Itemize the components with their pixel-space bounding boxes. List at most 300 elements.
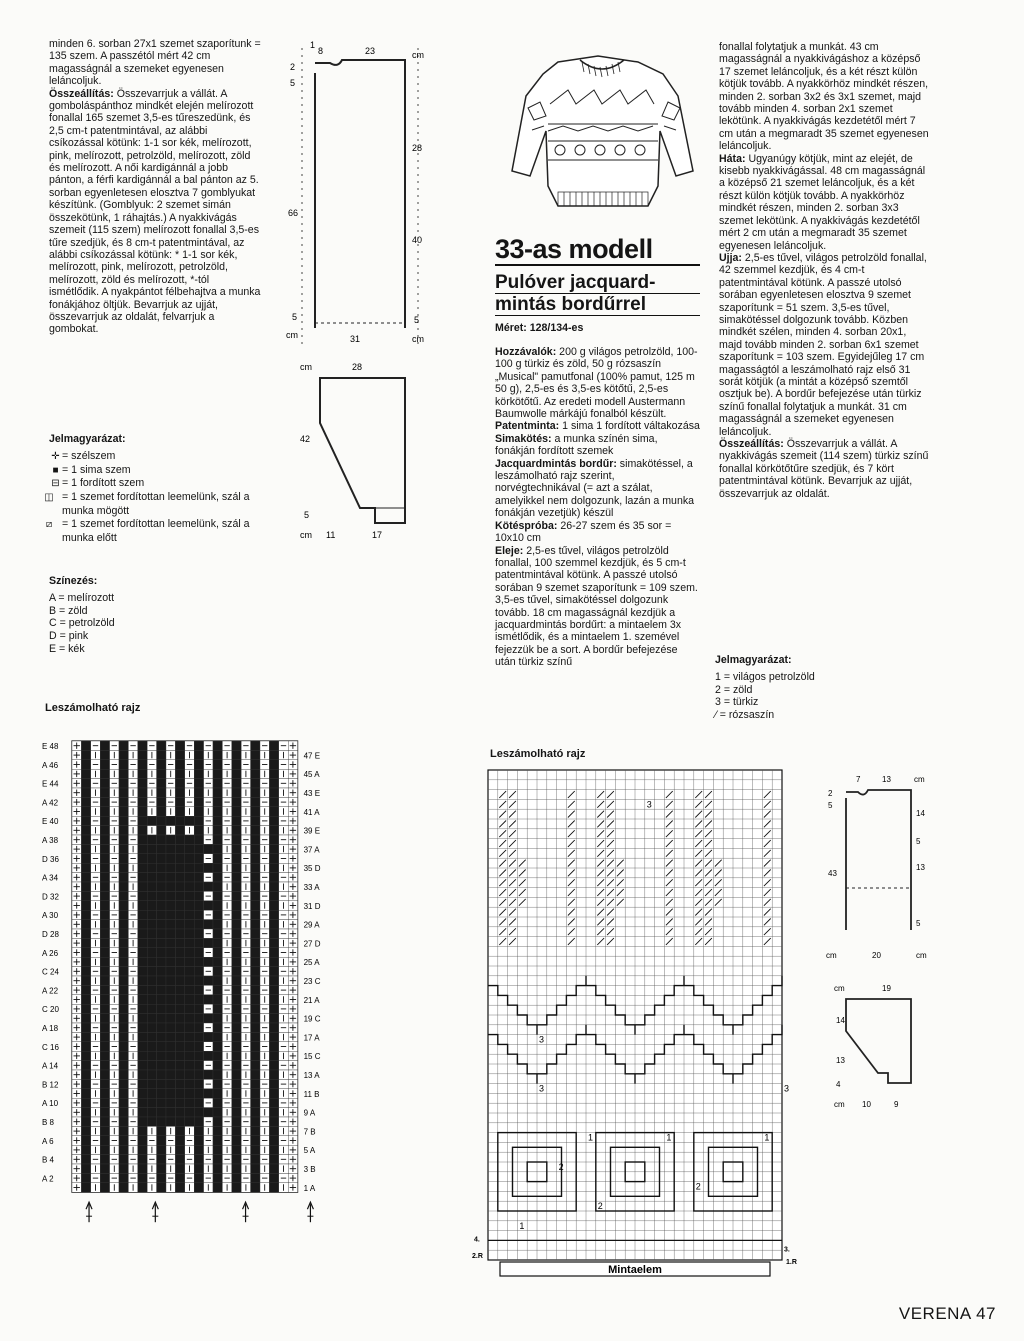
chart-cell-fill [157, 873, 166, 882]
chart-cell-bar [279, 995, 288, 1004]
chart-cell-fill [119, 1032, 128, 1041]
chart-cell-fill [138, 1126, 147, 1135]
chart-cell-minus [128, 873, 137, 882]
row-label-right: 19 C [303, 1014, 321, 1024]
chart-cell-edge [72, 779, 81, 788]
chart-cell-fill [194, 1117, 203, 1126]
chart-cell-fill [138, 816, 147, 825]
chart-digit: 3 [539, 1034, 545, 1045]
chart-cell-bar [222, 901, 231, 910]
chart-cell-fill [251, 788, 260, 797]
chart-digit: 1 [764, 1132, 770, 1143]
chart-cell-fill [213, 1117, 222, 1126]
mintaelem-label: Mintaelem [608, 1264, 662, 1276]
chart-cell-fill [175, 985, 184, 994]
chart-cell-minus [279, 910, 288, 919]
chart-cell-bar [110, 1032, 119, 1041]
chart-cell-edge [72, 985, 81, 994]
chart-cell-edge [288, 1014, 297, 1023]
chart-cell-bar [260, 1164, 269, 1173]
chart-cell-fill [213, 891, 222, 900]
chart-digit: 2 [597, 1201, 603, 1212]
chart-cell-fill [138, 1032, 147, 1041]
chart-cell-fill [100, 760, 109, 769]
chart-cell-fill [269, 967, 278, 976]
chart-cell-fill [232, 1089, 241, 1098]
chart-cell-fill [204, 1014, 213, 1023]
chart-cell-fill [251, 1164, 260, 1173]
chart-cell-minus [91, 854, 100, 863]
chart-cell-fill [157, 920, 166, 929]
chart-cell-fill [138, 929, 147, 938]
chart-cell-minus [222, 779, 231, 788]
chart-cell-fill [232, 957, 241, 966]
chart-cell-fill [251, 1126, 260, 1135]
chart-cell-fill [185, 948, 194, 957]
chart-cell-fill [232, 1098, 241, 1107]
chart-cell-fill [185, 1023, 194, 1032]
chart-cell-edge [72, 1004, 81, 1013]
row-label-left: D 32 [42, 892, 59, 902]
dim: 14 [836, 1016, 845, 1025]
row-label-left: B 12 [42, 1080, 59, 1090]
chart-cell-minus [166, 1155, 175, 1164]
chart-cell-fill [175, 1126, 184, 1135]
chart-cell-fill [232, 760, 241, 769]
chart-cell-fill [175, 1136, 184, 1145]
chart-cell-bar [260, 1070, 269, 1079]
chart-digit: 3 [646, 799, 652, 810]
chart-cell-minus [147, 741, 156, 750]
chart-cell-bar [279, 788, 288, 797]
chart-cell-minus [204, 1117, 213, 1126]
chart-cell-fill [175, 769, 184, 778]
chart-cell-bar [91, 750, 100, 759]
chart-cell-fill [119, 1051, 128, 1060]
chart-cell-fill [194, 1014, 203, 1023]
chart-cell-fill [232, 882, 241, 891]
chart-cell-fill [194, 1023, 203, 1032]
chart-cell-fill [81, 760, 90, 769]
chart-cell-fill [138, 901, 147, 910]
chart-cell-fill [194, 938, 203, 947]
chart-cell-fill [185, 863, 194, 872]
paragraph [49, 88, 261, 336]
chart-cell-bar [222, 1070, 231, 1079]
chart-cell-edge [72, 854, 81, 863]
chart-cell-minus [222, 929, 231, 938]
chart-cell-bar [241, 844, 250, 853]
chart-cell-fill [119, 891, 128, 900]
chart-cell-minus [222, 967, 231, 976]
chart-cell-edge [288, 1164, 297, 1173]
chart-cell-fill [100, 1126, 109, 1135]
chart-cell-fill [100, 938, 109, 947]
chart-cell-fill [213, 1155, 222, 1164]
chart-cell-edge [72, 929, 81, 938]
chart-cell-fill [251, 957, 260, 966]
chart-cell-edge [72, 1145, 81, 1154]
chart-cell-fill [119, 948, 128, 957]
chart-cell-fill [81, 1032, 90, 1041]
chart-cell-bar [166, 750, 175, 759]
chart-cell-fill [232, 985, 241, 994]
chart-cell-minus [110, 1023, 119, 1032]
chart-cell-minus [128, 1117, 137, 1126]
chart-cell-bar [222, 1145, 231, 1154]
chart-cell-fill [157, 1032, 166, 1041]
chart-cell-fill [166, 1042, 175, 1051]
chart-cell-fill [166, 910, 175, 919]
chart-cell-fill [166, 854, 175, 863]
chart-cell-minus [91, 948, 100, 957]
chart-cell-minus [110, 1004, 119, 1013]
dim: 5 [916, 919, 921, 928]
chart-cell-fill [213, 901, 222, 910]
chart-cell-minus [185, 760, 194, 769]
chart-cell-fill [138, 1145, 147, 1154]
chart-cell-fill [175, 1079, 184, 1088]
chart-cell-minus [241, 873, 250, 882]
chart-cell-fill [166, 967, 175, 976]
paragraph-lead: Összeállítás: [49, 87, 114, 100]
chart-cell-fill [175, 807, 184, 816]
chart-cell-fill [269, 1004, 278, 1013]
chart-cell-fill [100, 957, 109, 966]
chart-cell-fill [100, 995, 109, 1004]
chart-cell-bar [110, 1070, 119, 1079]
chart-cell-fill [213, 995, 222, 1004]
row-label-right: 5 A [303, 1146, 316, 1156]
chart-cell-fill [251, 920, 260, 929]
chart-cell-fill [81, 1042, 90, 1051]
chart-cell-bar [147, 1145, 156, 1154]
chart-cell-fill [100, 985, 109, 994]
chart-cell-bar [91, 826, 100, 835]
chart-cell-bar [260, 1032, 269, 1041]
chart-cell-fill [213, 769, 222, 778]
chart-cell-fill [213, 1136, 222, 1145]
chart-cell-fill [185, 976, 194, 985]
chart-cell-bar [110, 1108, 119, 1117]
paragraph: Patentminta: 1 sima 1 fordított váltakozása [495, 420, 700, 433]
chart-cell-minus [279, 891, 288, 900]
chart-cell-minus [91, 910, 100, 919]
chart-cell-fill [147, 995, 156, 1004]
chart-cell-fill [269, 938, 278, 947]
chart-cell-fill [138, 750, 147, 759]
dim: 5 [828, 801, 833, 810]
chart-cell-minus [241, 1098, 250, 1107]
sleeve-outline [320, 378, 405, 523]
chart-cell-fill [175, 788, 184, 797]
chart-cell-edge [72, 826, 81, 835]
chart-cell-fill [185, 1032, 194, 1041]
legend-item: 2 = zöld [715, 683, 753, 696]
chart-cell-bar [241, 882, 250, 891]
chart-cell-bar [185, 1126, 194, 1135]
chart-cell-edge [72, 750, 81, 759]
chart-cell-minus [110, 1136, 119, 1145]
chart-cell-fill [269, 1108, 278, 1117]
chart-cell-fill [157, 1070, 166, 1079]
chart-cell-fill [194, 863, 203, 872]
chart-cell-minus [91, 1098, 100, 1107]
chart-cell-bar [185, 788, 194, 797]
chart-cell-fill [213, 938, 222, 947]
chart-cell-fill [81, 1117, 90, 1126]
chart-cell-minus [128, 929, 137, 938]
chart-cell-bar [110, 863, 119, 872]
chart-cell-edge [72, 891, 81, 900]
chart-cell-fill [138, 882, 147, 891]
chart-cell-fill [138, 1164, 147, 1173]
chart-cell-fill [175, 1145, 184, 1154]
legend-item: ◫ = 1 szemet fordítottan leemelünk, szál a munka mögött [44, 491, 250, 517]
chart-cell-fill [269, 826, 278, 835]
chart-cell-minus [241, 816, 250, 825]
chart-cell-fill [138, 1108, 147, 1117]
chart-cell-fill [185, 1089, 194, 1098]
sleeve-dim-28: 28 [352, 362, 363, 372]
chart-cell-bar [91, 1108, 100, 1117]
color-legend [49, 575, 261, 656]
chart-cell-fill [175, 1061, 184, 1070]
legend-item: A = melírozott [49, 591, 115, 604]
chart-cell-fill [269, 1014, 278, 1023]
chart-cell-fill [251, 1108, 260, 1117]
chart-cell-fill [175, 976, 184, 985]
chart-cell-minus [128, 797, 137, 806]
chart-digit: 1 [519, 1220, 525, 1231]
chart-cell-minus [222, 1117, 231, 1126]
chart-cell-fill [232, 901, 241, 910]
chart-cell-bar [110, 1145, 119, 1154]
chart-cell-fill [185, 835, 194, 844]
chart-cell-fill [147, 835, 156, 844]
chart-cell-fill [157, 1136, 166, 1145]
legend-item: B = zöld [49, 604, 88, 617]
chart-cell-bar [241, 976, 250, 985]
chart-cell-fill [232, 1004, 241, 1013]
chart-cell-fill [175, 995, 184, 1004]
chart-cell-minus [147, 760, 156, 769]
chart-cell-fill [232, 1164, 241, 1173]
chart-cell-bar [128, 750, 137, 759]
chart-cell-fill [166, 1070, 175, 1079]
chart-cell-minus [260, 891, 269, 900]
chart-cell-bar [91, 976, 100, 985]
chart-cell-fill [204, 1108, 213, 1117]
chart-cell-fill [194, 1145, 203, 1154]
chart-cell-fill [119, 769, 128, 778]
chart-cell-fill [119, 1023, 128, 1032]
chart-cell-minus [279, 854, 288, 863]
chart-cell-fill [166, 1108, 175, 1117]
chart-cell-fill [251, 891, 260, 900]
chart-cell-minus [279, 816, 288, 825]
chart-cell-edge [288, 1098, 297, 1107]
chart-cell-fill [213, 1108, 222, 1117]
chart-cell-fill [185, 985, 194, 994]
chart-cell-fill [204, 1051, 213, 1060]
chart-cell-minus [279, 929, 288, 938]
chart-cell-minus [241, 1136, 250, 1145]
chart-cell-fill [157, 863, 166, 872]
chart-cell-minus [110, 967, 119, 976]
chart-cell-fill [81, 741, 90, 750]
chart-cell-bar [241, 1108, 250, 1117]
chart-cell-fill [166, 1117, 175, 1126]
chart-cell-edge [288, 1051, 297, 1060]
chart-cell-minus [260, 1173, 269, 1182]
chart-cell-fill [100, 854, 109, 863]
chart-cell-minus [128, 1004, 137, 1013]
chart-cell-fill [119, 967, 128, 976]
chart-cell-bar [110, 957, 119, 966]
chart-cell-fill [269, 873, 278, 882]
chart-cell-minus [241, 741, 250, 750]
chart-cell-fill [269, 882, 278, 891]
chart-cell-bar [110, 1164, 119, 1173]
chart-cell-fill [232, 826, 241, 835]
chart-cell-fill [232, 1042, 241, 1051]
legend-item: 1 = világos petrolzöld [715, 670, 815, 683]
dim: 19 [882, 984, 891, 993]
chart-cell-fill [157, 816, 166, 825]
chart-cell-fill [81, 1061, 90, 1070]
chart-cell-fill [194, 1051, 203, 1060]
chart-cell-bar [222, 976, 231, 985]
chart-cell-fill [119, 760, 128, 769]
dim: 9 [894, 1100, 899, 1109]
chart-cell-fill [100, 1136, 109, 1145]
chart-cell-fill [194, 967, 203, 976]
chart-cell-fill [147, 1117, 156, 1126]
chart-cell-fill [100, 816, 109, 825]
chart-cell-fill [204, 844, 213, 853]
chart-cell-bar [91, 882, 100, 891]
chart-cell-fill [138, 1023, 147, 1032]
chart-cell-bar [260, 1108, 269, 1117]
chart-cell-fill [232, 1155, 241, 1164]
chart-cell-bar [222, 807, 231, 816]
chart-cell-fill [213, 1070, 222, 1079]
chart-cell-fill [147, 901, 156, 910]
chart-cell-minus [222, 760, 231, 769]
chart-cell-minus [128, 1042, 137, 1051]
chart-cell-fill [157, 826, 166, 835]
chart-cell-bar [91, 1126, 100, 1135]
chart-cell-fill [269, 1079, 278, 1088]
chart-cell-fill [204, 901, 213, 910]
chart-cell-fill [100, 891, 109, 900]
chart-cell-fill [269, 1136, 278, 1145]
chart-cell-bar [110, 826, 119, 835]
chart-cell-minus [204, 797, 213, 806]
chart-cell-minus [110, 1061, 119, 1070]
row-label-right: 9 A [303, 1108, 316, 1118]
chart-cell-edge [288, 769, 297, 778]
chart-cell-edge [72, 741, 81, 750]
chart-cell-bar [128, 901, 137, 910]
chart-cell-fill [213, 882, 222, 891]
chart-cell-fill [232, 779, 241, 788]
chart-cell-bar [128, 882, 137, 891]
chart-cell-bar [128, 938, 137, 947]
chart-cell-fill [213, 741, 222, 750]
chart-cell-bar [110, 882, 119, 891]
chart-cell-minus [110, 929, 119, 938]
chart-cell-bar [110, 1126, 119, 1135]
chart-cell-fill [213, 1014, 222, 1023]
chart-cell-minus [204, 760, 213, 769]
chart-cell-fill [138, 788, 147, 797]
chart-cell-bar [260, 1051, 269, 1060]
chart-cell-fill [100, 873, 109, 882]
row-mark: 4. [474, 1236, 480, 1244]
bar-box-icon: ◫ [44, 492, 54, 504]
chart-cell-minus [204, 854, 213, 863]
chart-cell-fill [185, 967, 194, 976]
chart-cell-fill [175, 1032, 184, 1041]
chart-cell-fill [232, 976, 241, 985]
chart-cell-bar [204, 1164, 213, 1173]
chart-cell-fill [232, 797, 241, 806]
chart-cell-bar [241, 1164, 250, 1173]
chart-cell-fill [175, 1014, 184, 1023]
chart-cell-fill [138, 1183, 147, 1192]
chart-cell-fill [166, 816, 175, 825]
chart-cell-fill [157, 1098, 166, 1107]
chart-cell-fill [119, 788, 128, 797]
chart-digit: 2 [558, 1162, 564, 1172]
chart-cell-bar [91, 901, 100, 910]
chart-cell-fill [138, 948, 147, 957]
chart-cell-fill [81, 854, 90, 863]
chart-cell-fill [166, 1061, 175, 1070]
row-label-right: 47 E [303, 751, 321, 761]
chart-cell-bar [279, 938, 288, 947]
chart-cell-fill [157, 1051, 166, 1060]
chart-cell-fill [251, 863, 260, 872]
chart-cell-fill [100, 779, 109, 788]
chart-cell-minus [128, 1023, 137, 1032]
chart-cell-minus [204, 1023, 213, 1032]
dim: cm [834, 984, 845, 993]
chart-cell-bar [204, 788, 213, 797]
dim-left-5: 5 [290, 78, 296, 88]
chart-cell-fill [166, 1051, 175, 1060]
chart-cell-bar [222, 1089, 231, 1098]
chart-cell-fill [251, 1004, 260, 1013]
chart-cell-fill [100, 1079, 109, 1088]
chart-cell-fill [269, 1126, 278, 1135]
chart-cell-fill [175, 1183, 184, 1192]
chart-cell-fill [194, 779, 203, 788]
chart-cell-bar [147, 750, 156, 759]
chart-cell-fill [213, 1004, 222, 1013]
chart-cell-fill [147, 1070, 156, 1079]
chart-cell-fill [194, 1164, 203, 1173]
chart-cell-fill [119, 1173, 128, 1182]
chart-cell-fill [194, 1032, 203, 1041]
chart-cell-bar [91, 957, 100, 966]
chart-cell-edge [288, 976, 297, 985]
chart-cell-minus [222, 1079, 231, 1088]
chart-cell-minus [166, 779, 175, 788]
chart-cell-fill [251, 750, 260, 759]
